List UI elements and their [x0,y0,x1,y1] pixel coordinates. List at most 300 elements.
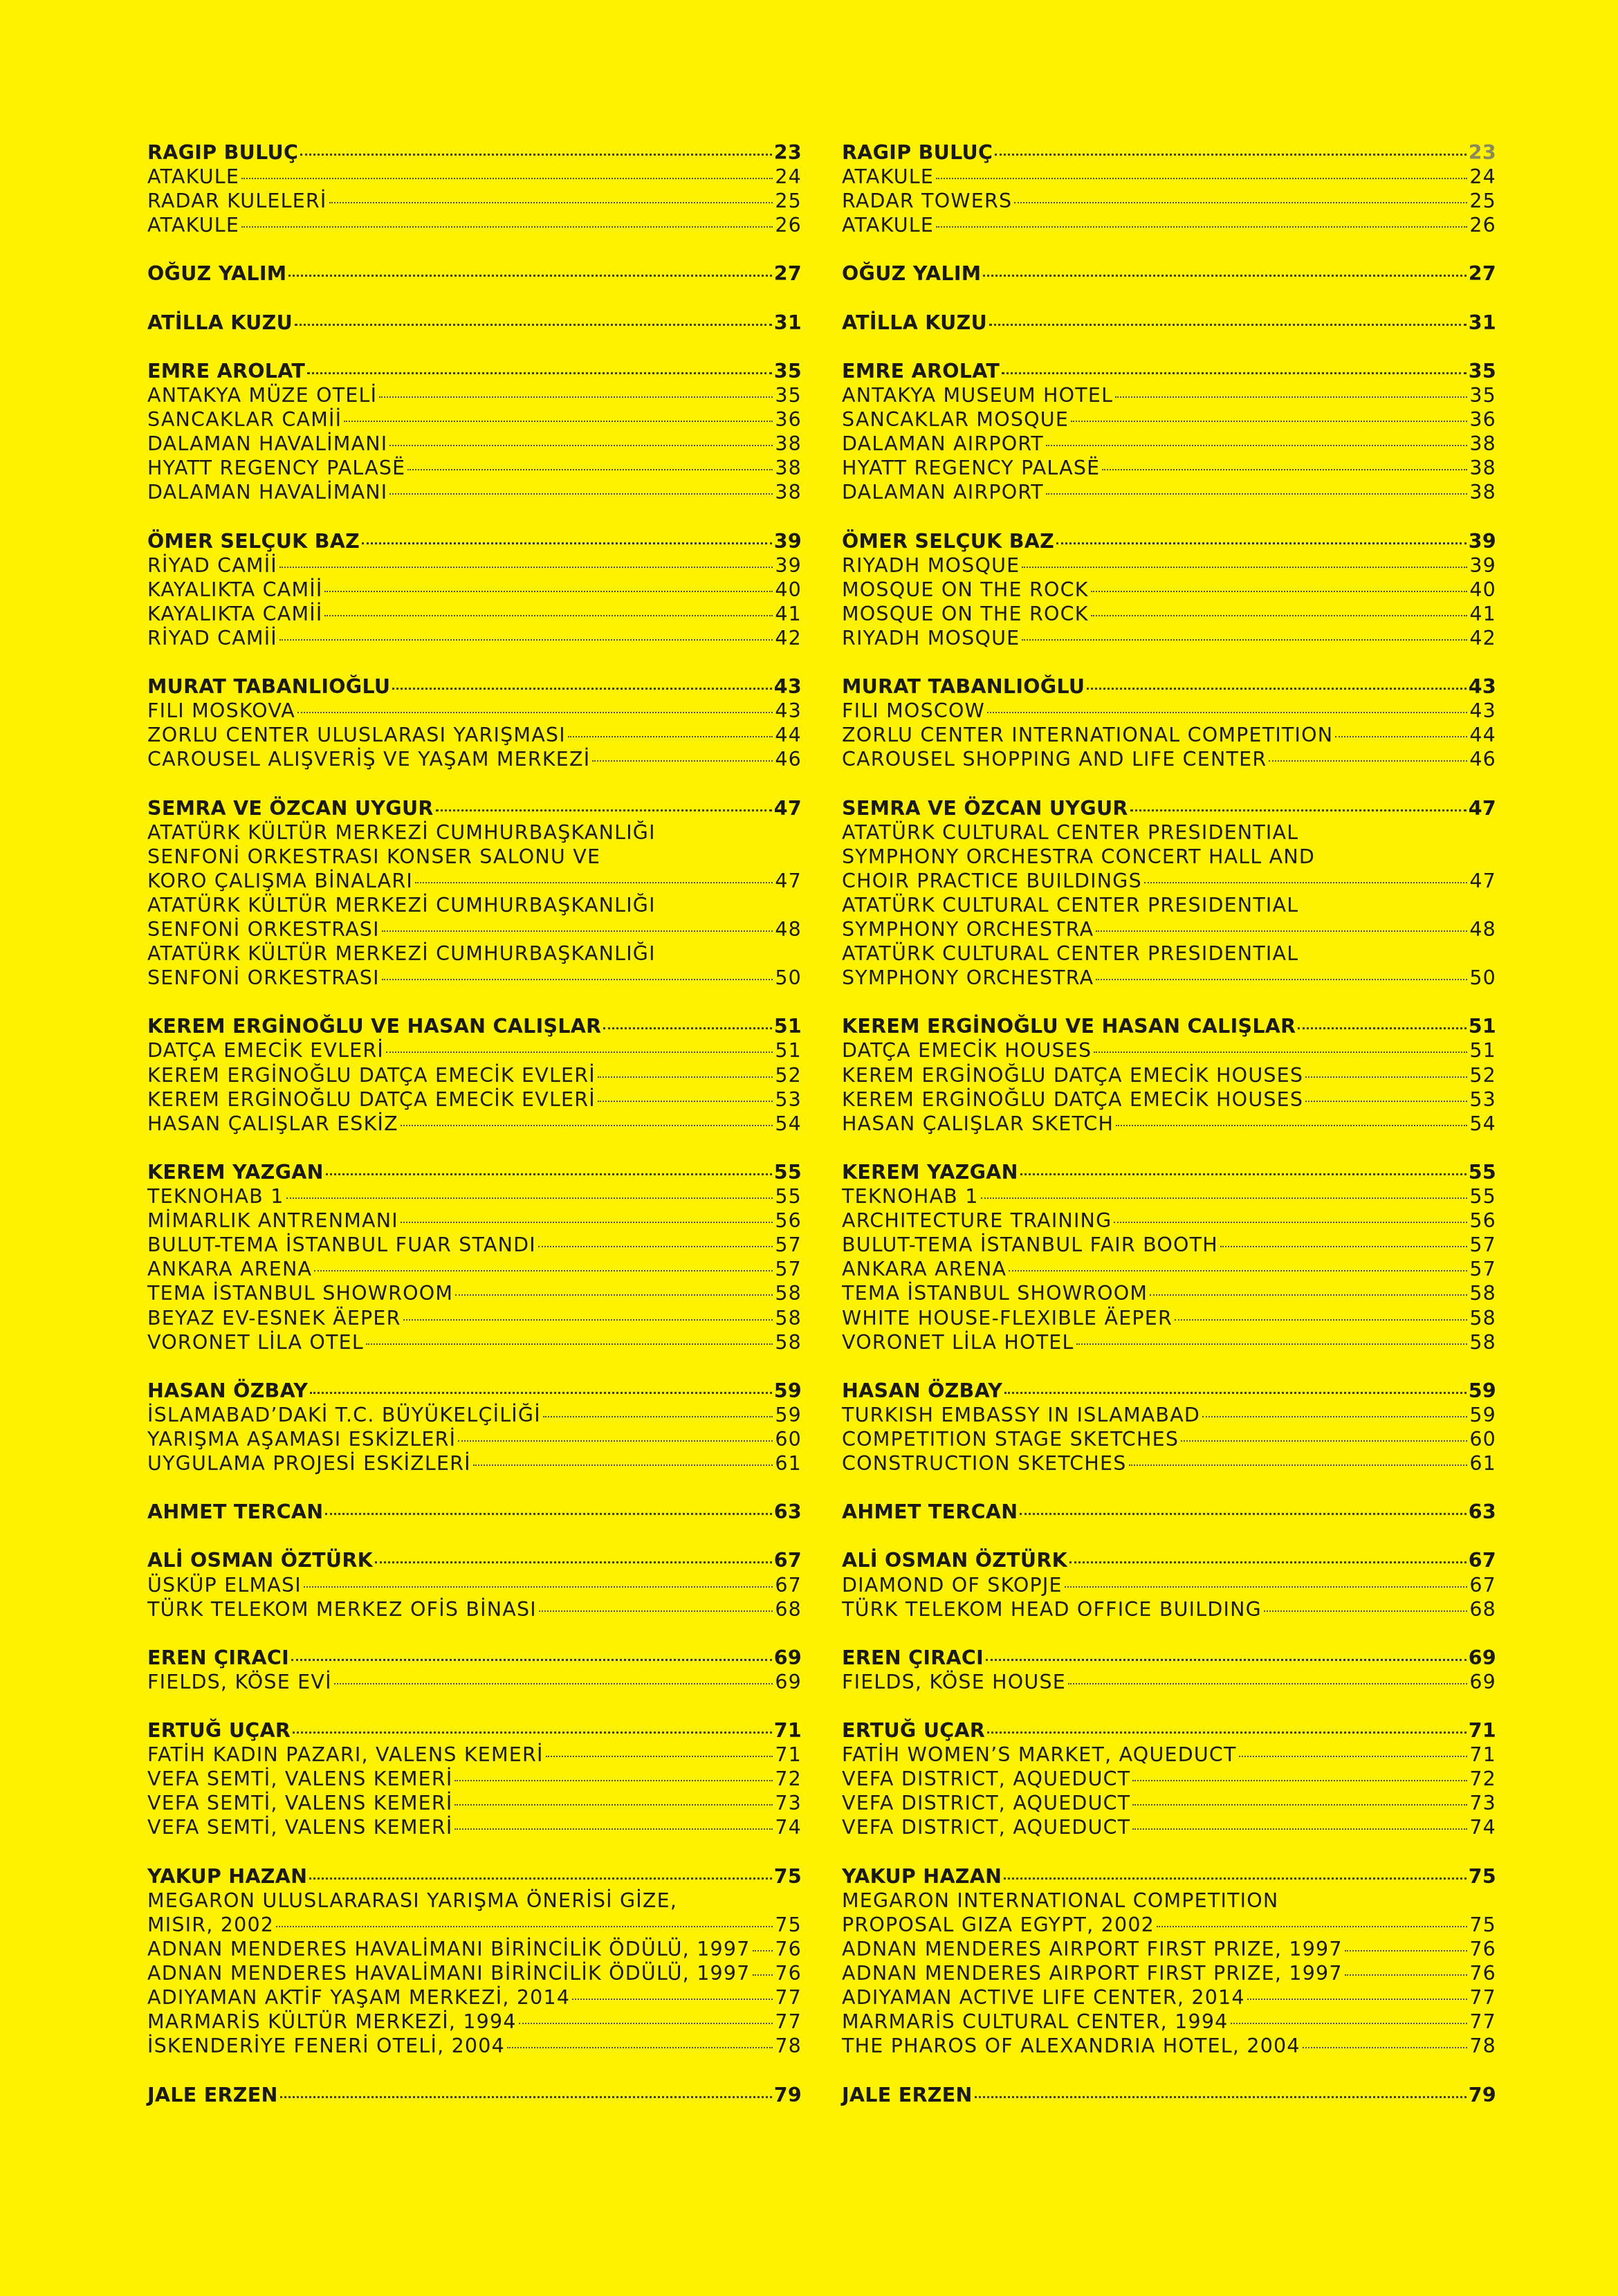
dot-leader [572,1999,773,2000]
dot-leader [324,591,773,592]
dot-leader [1269,760,1467,762]
toc-entry-title: DATÇA EMECİK HOUSES [842,1039,1092,1063]
toc-page-number: 57 [775,1233,802,1257]
toc-heading-title: ATİLLA KUZU [842,311,988,334]
toc-entry-title: THE PHAROS OF ALEXANDRIA HOTEL, 2004 [842,2035,1300,2058]
toc-page-number: 78 [1469,2035,1496,2058]
toc-entry-title: DALAMAN HAVALİMANI [147,432,388,456]
toc-section-heading [147,359,802,383]
toc-heading-title: EREN ÇIRACI [147,1646,289,1669]
toc-entry-title: ATATÜRK KÜLTÜR MERKEZİ CUMHURBAŞKANLIĞI [147,820,656,844]
toc-section-heading [147,311,802,335]
toc-entry-title: RİYAD CAMİİ [147,626,277,650]
toc-entry-title: ATAKULE [842,165,935,189]
toc-page-number: 67 [1468,1549,1496,1572]
dot-leader [603,1027,771,1029]
toc-section-heading [842,261,1496,286]
toc-entry [842,1087,1496,1112]
toc-entry [842,1233,1496,1257]
toc-heading-title: EMRE AROLAT [842,359,1000,383]
toc-entry [842,553,1496,578]
toc-section-heading [842,311,1496,335]
toc-entry [147,1330,802,1354]
toc-page-number: 39 [1469,553,1496,577]
toc-entry [842,407,1496,432]
toc-entry [842,723,1496,747]
toc-entry-title: ATAKULE [842,214,935,237]
toc-page-number: 36 [1469,408,1496,432]
toc-section [842,1718,1496,1839]
dot-leader [1102,469,1467,470]
dot-leader [1020,1513,1466,1515]
toc-entry-title: ATATÜRK KÜLTÜR MERKEZİ CUMHURBAŞKANLIĞI [147,893,656,917]
toc-page-number: 69 [1469,1670,1496,1693]
toc-section-heading [842,1014,1496,1038]
toc-page-number: 77 [775,1986,802,2010]
toc-entry [842,1961,1496,1985]
dot-leader [362,542,772,544]
toc-page-number: 57 [1469,1233,1496,1257]
toc-page-number: 40 [1469,578,1496,601]
toc-entry-title: SYMPHONY ORCHESTRA [842,918,1094,941]
toc-entry [842,747,1496,771]
toc-heading-title: ÖMER SELÇUK BAZ [842,529,1055,553]
toc-page-number: 38 [775,457,802,480]
toc-heading-title: KEREM YAZGAN [147,1160,324,1184]
dot-leader [1094,1051,1467,1053]
dot-leader [366,1343,773,1345]
toc-page-number: 76 [775,1962,802,1985]
toc-page-number: 26 [775,214,802,237]
toc-heading-title: ERTUĞ UÇAR [147,1719,291,1743]
toc-section-heading [842,674,1496,699]
toc-entry [842,432,1496,456]
toc-section-heading [842,359,1496,383]
toc-entry [147,1767,802,1791]
toc-entry [147,189,802,213]
toc-page-number: 73 [1469,1792,1496,1815]
toc-section-heading [147,2083,802,2107]
toc-page-number: 50 [775,966,802,990]
toc-page-number: 44 [775,724,802,747]
toc-page-number: 76 [775,1937,802,1960]
dot-leader [568,736,773,737]
toc-entry-title: HASAN ÇALIŞLAR SKETCH [842,1112,1114,1135]
toc-section [842,674,1496,771]
dot-leader [983,275,1466,277]
dot-leader [324,615,773,616]
toc-heading-title: RAGIP BULUÇ [842,141,993,164]
toc-heading-title: HASAN ÖZBAY [147,1379,309,1402]
toc-entry-title: FILI MOSKOVA [147,699,295,723]
toc-entry [147,1937,802,1961]
toc-heading-title: KEREM ERGİNOĞLU VE HASAN CALIŞLAR [842,1015,1296,1038]
toc-page-number: 75 [773,1864,802,1888]
toc-page-number: 67 [1469,1573,1496,1597]
dot-leader [1335,736,1467,737]
toc-page-number: 48 [1469,918,1496,941]
toc-entry [842,845,1496,869]
toc-entry-title: DALAMAN HAVALİMANI [147,481,388,504]
toc-entry-title: ATAKULE [147,214,240,237]
dot-leader [936,178,1467,179]
toc-entry-title: KAYALIKTA CAMİİ [147,602,323,625]
dot-leader [407,469,773,470]
toc-entry-title: BULUT-TEMA İSTANBUL FUAR STANDI [147,1233,536,1257]
toc-entry-title: VEFA DISTRICT, AQUEDUCT [842,1767,1131,1791]
toc-entry [147,917,802,942]
toc-entry-title: VEFA DISTRICT, AQUEDUCT [842,1792,1131,1815]
toc-section-heading [147,1160,802,1184]
toc-page-number: 41 [1469,602,1496,625]
toc-page-number: 58 [1469,1282,1496,1305]
toc-entry-title: ADNAN MENDERES HAVALİMANI BİRİNCİLİK ÖDÜLÜ, 1997 [147,1937,751,1960]
dot-leader [295,324,772,326]
dot-leader [291,1659,772,1661]
toc-entry-title: CONSTRUCTION SKETCHES [842,1452,1127,1476]
dot-leader [1022,567,1467,568]
dot-leader [1116,1125,1467,1126]
toc-page-number: 43 [775,699,802,723]
toc-entry [147,869,802,893]
toc-page-number: 59 [1468,1379,1496,1402]
toc-entry [842,1815,1496,1839]
toc-page-number: 51 [1469,1039,1496,1063]
toc-page-number: 35 [775,383,802,407]
toc-page-number: 61 [1469,1452,1496,1476]
toc-page-number: 55 [775,1185,802,1209]
toc-entry-title: ADNAN MENDERES AIRPORT FIRST PRIZE, 1997 [842,1937,1343,1960]
dot-leader [1087,688,1466,690]
dot-leader [454,1780,773,1781]
toc-entry [147,1087,802,1112]
toc-page-number: 48 [775,918,802,941]
toc-page-number: 54 [775,1112,802,1135]
dot-leader [1009,1270,1467,1271]
dot-leader [1298,1027,1466,1029]
toc-entry-title: VEFA SEMTİ, VALENS KEMERİ [147,1816,453,1839]
toc-page-number: 75 [775,1913,802,1936]
toc-section [147,359,802,505]
toc-page-number: 58 [1469,1330,1496,1354]
toc-page-number: 58 [775,1282,802,1305]
toc-section [842,1864,1496,2059]
toc-entry [147,407,802,432]
dot-leader [986,1659,1467,1661]
dot-leader [507,2047,773,2048]
toc-page-number: 60 [775,1427,802,1451]
toc-entry [842,189,1496,213]
toc-entry-title: SENFONİ ORKESTRASI KONSER SALONU VE [147,845,601,868]
toc-section [842,261,1496,286]
toc-entry-title: SENFONİ ORKESTRASI [147,966,380,990]
toc-page-number: 55 [1469,1185,1496,1209]
toc-entry-title: TEMA İSTANBUL SHOWROOM [147,1282,454,1305]
toc-entry [842,820,1496,845]
toc-entry-title: SYMPHONY ORCHESTRA CONCERT HALL AND [842,845,1316,868]
toc-entry-title: ARCHITECTURE TRAINING [842,1209,1112,1233]
toc-entry [147,383,802,407]
toc-entry [147,942,802,966]
toc-section [842,1500,1496,1524]
toc-entry-title: FATİH KADIN PAZARI, VALENS KEMERİ [147,1743,544,1767]
toc-entry [842,165,1496,189]
dot-leader [1115,396,1467,398]
toc-entry-title: MEGARON ULUSLARARASI YARIŞMA ÖNERİSİ GİZE, [147,1889,678,1912]
toc-heading-title: MURAT TABANLIOĞLU [842,675,1085,699]
toc-entry [842,942,1496,966]
toc-entry-title: FILI MOSCOW [842,699,985,723]
toc-entry [842,869,1496,893]
toc-entry [147,723,802,747]
toc-heading-title: AHMET TERCAN [147,1500,324,1524]
toc-entry-title: ZORLU CENTER ULUSLARASI YARIŞMASI [147,724,566,747]
toc-page-number: 76 [1469,1937,1496,1960]
toc-page-number: 46 [775,748,802,771]
toc-page-number: 47 [1468,796,1496,820]
toc-entry [842,383,1496,407]
toc-entry-title: MOSQUE ON THE ROCK [842,602,1089,625]
toc-section-heading [842,1160,1496,1184]
toc-page-number: 58 [1469,1306,1496,1330]
toc-entry-title: ÜSKÜP ELMASI [147,1573,302,1597]
toc-page-number: 44 [1469,724,1496,747]
dot-leader [975,2096,1467,2098]
toc-page-number: 38 [1469,457,1496,480]
toc-entry [842,1257,1496,1281]
toc-entry-title: DIAMOND OF SKOPJE [842,1573,1063,1597]
toc-entry [147,1961,802,1985]
toc-entry-title: VORONET LİLA HOTEL [842,1330,1074,1354]
dot-leader [1014,202,1467,203]
dot-leader [286,1197,773,1199]
toc-page-number: 38 [775,481,802,504]
toc-page-number: 76 [1469,1962,1496,1985]
toc-entry [147,699,802,723]
toc-section [147,529,802,650]
dot-leader [279,567,773,568]
toc-page-number: 35 [773,359,802,383]
toc-section-heading [842,1864,1496,1889]
toc-entry [842,1112,1496,1136]
toc-entry [842,1451,1496,1476]
dot-leader [1068,1683,1467,1684]
dot-leader [382,930,773,932]
toc-heading-title: YAKUP HAZAN [842,1864,1002,1888]
toc-entry-title: TÜRK TELEKOM MERKEZ OFİS BİNASI [147,1597,537,1621]
dot-leader [598,1076,773,1078]
dot-leader [1220,1246,1467,1247]
toc-heading-title: ATİLLA KUZU [147,311,293,334]
dot-leader [392,688,771,690]
dot-leader [1056,542,1467,544]
dot-leader [1096,979,1467,980]
toc-page-number: 79 [773,2083,802,2106]
toc-page-number: 23 [773,141,802,164]
toc-page-number: 54 [1469,1112,1496,1135]
dot-leader [403,1319,773,1321]
toc-page-number: 47 [773,796,802,820]
toc-entry-title: ZORLU CENTER INTERNATIONAL COMPETITION [842,724,1334,747]
toc-section [147,1160,802,1354]
toc-entry [842,602,1496,626]
dot-leader [1091,615,1468,616]
toc-section [147,1718,802,1839]
toc-page-number: 41 [775,602,802,625]
toc-entry-title: VORONET LİLA OTEL [147,1330,364,1354]
toc-section [147,1014,802,1135]
toc-page-number: 43 [773,675,802,699]
dot-leader [415,882,773,883]
toc-entry-title: KAYALIKTA CAMİİ [147,578,323,601]
toc-section-heading [147,1500,802,1524]
toc-entry [842,1306,1496,1330]
dot-leader [241,178,773,179]
toc-entry [147,1913,802,1937]
toc-entry-title: SENFONİ ORKESTRASI [147,918,380,941]
toc-entry-title: ATATÜRK CULTURAL CENTER PRESIDENTIAL [842,942,1299,966]
dot-leader [936,226,1467,228]
dot-leader [344,421,773,422]
dot-leader [519,2023,773,2024]
toc-entry-title: ANKARA ARENA [842,1258,1007,1281]
toc-entry-title: ATATÜRK CULTURAL CENTER PRESIDENTIAL [842,893,1299,917]
toc-page-number: 67 [773,1549,802,1572]
dot-leader [334,1683,773,1684]
toc-page-number: 60 [1469,1427,1496,1451]
dot-leader [1144,882,1467,883]
toc-page-number: 61 [775,1452,802,1476]
dot-leader [1020,1173,1467,1175]
toc-section [842,1014,1496,1135]
toc-page-number: 57 [1469,1258,1496,1281]
dot-leader [1132,1780,1467,1781]
toc-entry-title: ANTAKYA MÜZE OTELİ [147,383,378,407]
toc-entry [147,893,802,917]
toc-page-number: 55 [1468,1160,1496,1184]
dot-leader [389,493,773,495]
toc-section-heading [147,1548,802,1572]
toc-heading-title: ERTUĞ UÇAR [842,1719,986,1743]
toc-entry-title: MİMARLIK ANTRENMANI [147,1209,398,1233]
toc-entry-title: PROPOSAL GIZA EGYPT, 2002 [842,1913,1155,1936]
toc-heading-title: KEREM ERGİNOĞLU VE HASAN CALIŞLAR [147,1015,602,1038]
toc-page-number: 23 [1468,141,1496,164]
toc-heading-title: HASAN ÖZBAY [842,1379,1003,1402]
toc-page-number: 63 [773,1500,802,1524]
toc-entry [147,1063,802,1087]
toc-section [147,1548,802,1621]
toc-page-number: 69 [1468,1646,1496,1669]
toc-entry-title: İSKENDERİYE FENERİ OTELİ, 2004 [147,2035,505,2058]
toc-entry [147,1670,802,1694]
toc-section [842,796,1496,991]
toc-entry [147,1281,802,1305]
toc-entry-title: KEREM ERGİNOĞLU DATÇA EMECİK EVLERİ [147,1063,596,1087]
toc-page-number: 74 [1469,1816,1496,1839]
toc-entry [147,1791,802,1815]
toc-entry [842,1573,1496,1597]
toc-section-heading [147,1014,802,1038]
dot-leader [1202,1416,1467,1417]
toc-entry-title: RIYADH MOSQUE [842,553,1020,577]
toc-entry [147,1985,802,2010]
toc-page-number: 56 [775,1209,802,1233]
toc-section-heading [147,674,802,699]
toc-entry-title: MARMARİS KÜLTÜR MERKEZİ, 1994 [147,2010,517,2034]
toc-entry [842,1791,1496,1815]
toc-entry-title: VEFA SEMTİ, VALENS KEMERİ [147,1767,453,1791]
toc-page-number: 58 [775,1306,802,1330]
toc-heading-title: KEREM YAZGAN [842,1160,1018,1184]
toc-entry [842,578,1496,602]
toc-section-heading [842,1500,1496,1524]
toc-entry-title: HASAN ÇALIŞLAR ESKİZ [147,1112,398,1135]
toc-heading-title: JALE ERZEN [842,2083,973,2106]
toc-page-number: 46 [1469,748,1496,771]
toc-section [842,529,1496,650]
dot-leader [1239,1756,1468,1757]
toc-page-number: 77 [1469,1986,1496,2010]
dot-leader [300,154,772,156]
toc-page-number: 74 [775,1816,802,1839]
toc-page-number: 39 [773,529,802,553]
toc-entry-title: RIYADH MOSQUE [842,626,1020,650]
toc-page-number: 25 [775,190,802,213]
toc-entry-title: ANKARA ARENA [147,1258,313,1281]
toc-heading-title: ÖMER SELÇUK BAZ [147,529,360,553]
toc-entry-title: MISIR, 2002 [147,1913,275,1936]
toc-heading-title: EMRE AROLAT [147,359,306,383]
toc-entry-title: RİYAD CAMİİ [147,553,277,577]
toc-page-number: 47 [775,869,802,892]
toc-page-number: 71 [1468,1719,1496,1743]
dot-leader [1132,1804,1467,1806]
toc-heading-title: OĞUZ YALIM [147,262,287,286]
toc-entry-title: TURKISH EMBASSY IN ISLAMABAD [842,1403,1201,1426]
toc-entry-title: CAROUSEL SHOPPING AND LIFE CENTER [842,748,1267,771]
dot-leader [539,1610,773,1612]
toc-section-heading [147,1646,802,1670]
toc-heading-title: AHMET TERCAN [842,1500,1018,1524]
toc-entry [842,1063,1496,1087]
dot-leader [454,1804,773,1806]
toc-entry [147,213,802,237]
toc-page-number: 39 [1468,529,1496,553]
dot-leader [401,1222,773,1223]
toc-page-number: 36 [775,408,802,432]
toc-entry [147,845,802,869]
dot-leader [326,1173,772,1175]
toc-entry [147,1889,802,1913]
toc-entry-title: ATATÜRK KÜLTÜR MERKEZİ CUMHURBAŞKANLIĞI [147,942,656,966]
dot-leader [987,1732,1467,1734]
toc-page-number: 50 [1469,966,1496,990]
dot-leader [1175,1319,1467,1321]
toc-page-number: 24 [775,165,802,189]
dot-leader [455,1294,773,1296]
toc-entry-title: ADIYAMAN ACTIVE LIFE CENTER, 2014 [842,1986,1245,2010]
toc-column-turkish [147,140,802,2131]
toc-section [147,2083,802,2107]
toc-section [147,1500,802,1524]
toc-section [147,261,802,286]
toc-entry [842,1209,1496,1233]
toc-section-heading [147,1379,802,1403]
dot-leader [1157,1926,1467,1927]
toc-entry [147,626,802,650]
dot-leader [1022,639,1467,641]
